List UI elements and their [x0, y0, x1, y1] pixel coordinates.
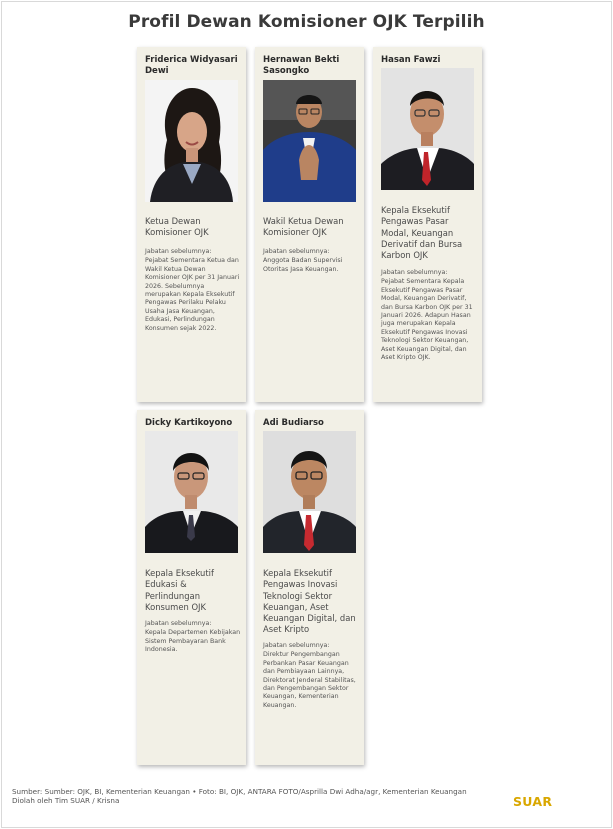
profile-role: Kepala Eksekutif Pengawas Inovasi Teknologi Sektor Keuangan, Aset Keuangan Digital, dan Aset Kripto: [263, 568, 356, 635]
profile-name: Hasan Fawzi: [381, 55, 441, 65]
footer: [12, 787, 482, 806]
portrait-man-suit-icon: [381, 68, 474, 190]
page-title: Profil Dewan Komisioner OJK Terpilih: [128, 12, 485, 32]
profile-role: Kepala Eksekutif Pengawas Pasar Modal, Keuangan Derivatif dan Bursa Karbon OJK: [381, 205, 463, 261]
profile-card-dicky: [137, 410, 246, 765]
profile-role: Wakil Ketua Dewan Komisioner OJK: [263, 216, 344, 238]
profile-previous: [263, 642, 359, 710]
profile-card-hasan: [373, 47, 482, 402]
previous-label: Jabatan sebelumnya:: [263, 248, 330, 255]
profile-photo: [145, 431, 238, 553]
profile-photo: [263, 431, 356, 553]
previous-text: Pejabat Sementara Ketua dan Wakil Ketua Dewan Komisioner OJK per 31 Januari 2026. Sebelumnya merupakan Kepala Eksekutif Pengawas Perilaku Pelaku Usaha Jasa Keuangan, Edukasi, Perlindungan Konsumen sejak 2022.: [145, 257, 240, 332]
profile-photo: [145, 80, 238, 202]
previous-text: Pejabat Sementara Kepala Eksekutif Pengawas Pasar Modal, Keuangan Derivatif, dan Bursa Karbon OJK per 31 Januari 2026. Adapun Hasan juga merupakan Kepala Eksekutif Pengawas Inovasi Teknologi Sektor Keuangan, Aset Keuangan Digital, dan Aset Kripto OJK.: [381, 278, 473, 362]
previous-label: Jabatan sebelumnya:: [263, 642, 330, 649]
profile-photo: [381, 68, 474, 190]
profile-name: Friderica Widyasari Dewi: [145, 55, 238, 76]
profile-card-adi: [255, 410, 364, 765]
previous-text: Kepala Departemen Kebijakan Sistem Pembayaran Bank Indonesia.: [145, 629, 241, 654]
profile-previous: [263, 248, 359, 274]
portrait-woman-icon: [145, 80, 238, 202]
profile-name: Hernawan Bekti Sasongko: [263, 55, 340, 76]
profile-role: Kepala Eksekutif Edukasi & Perlindungan Konsumen OJK: [145, 568, 214, 612]
profile-role: Ketua Dewan Komisioner OJK: [145, 216, 209, 238]
previous-text: Anggota Badan Supervisi Otoritas Jasa Keuangan.: [263, 257, 343, 273]
suar-logo: SUAR: [513, 794, 553, 809]
previous-label: Jabatan sebelumnya:: [381, 269, 448, 276]
portrait-man-praying-icon: [263, 80, 356, 202]
footer-credit: Diolah oleh Tim SUAR / Krisna: [12, 796, 120, 806]
profile-previous: [145, 620, 241, 655]
previous-label: Jabatan sebelumnya:: [145, 248, 212, 255]
previous-label: Jabatan sebelumnya:: [145, 620, 212, 627]
portrait-man-red-tie-icon: [263, 431, 356, 553]
profile-name: Adi Budiarso: [263, 418, 324, 428]
profile-previous: [145, 248, 241, 333]
portrait-man-glasses-icon: [145, 431, 238, 553]
profile-name: Dicky Kartikoyono: [145, 418, 233, 428]
profile-card-hernawan: [255, 47, 364, 402]
profile-previous: [381, 269, 477, 362]
previous-text: Direktur Pengembangan Perbankan Pasar Keuangan dan Pembiayaan Lainnya, Direktorat Jenderal Stabilitas, dan Pengembangan Sektor Keuangan, Kementerian Keuangan.: [263, 651, 356, 709]
footer-source: Sumber: Sumber: OJK, BI, Kementerian Keuangan • Foto: BI, OJK, ANTARA FOTO/Asprilla Dwi Adha/agr, Kementerian Keuangan: [12, 787, 467, 796]
profile-photo: [263, 80, 356, 202]
profile-card-friderica: [137, 47, 246, 402]
